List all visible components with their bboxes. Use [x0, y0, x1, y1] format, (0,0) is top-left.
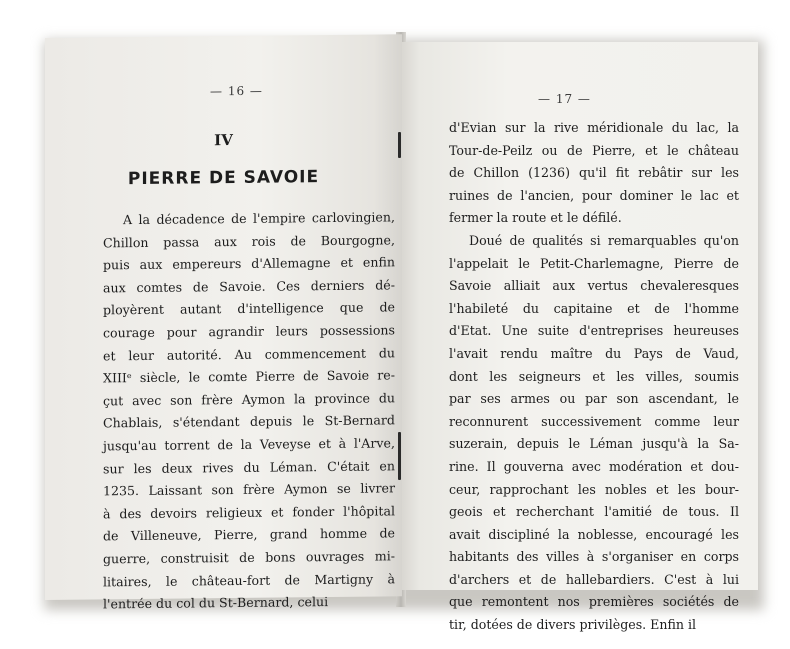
text-line: Doué de qualités si remarquables qu'on	[469, 232, 739, 248]
text-line: reconnurent successivement comme leur	[449, 413, 739, 429]
text-line: puis aux empereurs d'Allemagne et enfin	[103, 254, 395, 273]
text-line: d'Etat. Une suite d'entreprises heureuses	[449, 323, 739, 339]
text-line: par ses armes ou par son ascendant, le	[449, 391, 739, 407]
text-line: aux comtes de Savoie. Ces derniers dé-	[103, 277, 395, 296]
text-line: ruines de l'ancien, pour dominer le lac et	[449, 187, 739, 203]
text-line: Savoie alliait aux vertus chevaleresques	[449, 278, 739, 294]
text-line: tir, dotées de divers privilèges. Enfin il	[449, 617, 697, 633]
text-line: guerre, construisit de bons ouvrages mi-	[103, 548, 395, 567]
text-line: geois et recherchant l'amitié de tous. Il	[449, 504, 739, 520]
text-line: que remontent nos premières sociétés de	[449, 594, 739, 610]
text-line: l'entrée du col du St-Bernard, celui	[103, 594, 329, 612]
text-line: sur les deux rives du Léman. C'était en	[103, 457, 395, 476]
chapter-title: PIERRE DE SAVOIE	[127, 167, 320, 190]
text-line: de Chillon (1236) qu'il fit rebâtir sur les	[449, 165, 739, 181]
text-line: et leur autorité. Au commencement du	[103, 344, 395, 363]
text-line: ceur, rapprochant les nobles et les bour-	[449, 481, 739, 497]
text-line: courage pour agrandir leurs possessions	[103, 322, 395, 341]
left-page-number: — 16 —	[210, 83, 263, 99]
text-line: ployèrent autant d'intelligence que de	[103, 299, 395, 318]
text-line: fermer la route et le défilé.	[449, 210, 622, 226]
text-line: 1235. Laissant son frère Aymon se livrer	[103, 480, 395, 499]
text-line: d'archers et de hallebardiers. C'est à lui	[449, 571, 739, 587]
text-line: Chillon passa aux rois de Bourgogne,	[103, 231, 395, 250]
text-line: dont les seigneurs et les villes, soumis	[449, 368, 739, 384]
text-line: l'avait rendu maître du Pays de Vaud,	[449, 345, 739, 361]
text-line: de Villeneuve, Pierre, grand homme de	[103, 525, 395, 544]
text-line: à des devoirs religieux et fonder l'hôpital	[103, 503, 395, 522]
left-page	[45, 34, 402, 612]
text-line: avait discipliné la noblesse, encouragé les	[449, 526, 739, 542]
chapter-number: IV	[214, 131, 233, 150]
text-line: suzerain, depuis le Léman jusqu'à la Sa-	[449, 436, 739, 452]
text-line: Tour-de-Peilz ou de Pierre, et le château	[449, 142, 739, 158]
binding-stitch	[398, 432, 401, 480]
text-line: l'habileté du capitaine et de l'homme	[449, 300, 739, 316]
right-page-number: — 17 —	[538, 92, 591, 106]
text-line: habitants des villes à s'organiser en corps	[449, 549, 739, 565]
text-line: Chablais, s'étendant depuis le St-Bernard	[103, 412, 395, 431]
text-line: A la décadence de l'empire carlovingien,	[123, 209, 395, 228]
left-page-text	[103, 206, 395, 616]
right-page	[402, 42, 758, 633]
text-line: jusqu'au torrent de la Veveyse et à l'Arve,	[103, 435, 395, 454]
right-page-text	[449, 117, 739, 637]
binding-stitch	[398, 132, 401, 158]
text-line: çut avec son frère Aymon la province du	[103, 390, 395, 409]
text-line: l'appelait le Petit-Charlemagne, Pierre de	[449, 255, 739, 271]
text-line: d'Evian sur la rive méridionale du lac, la	[449, 120, 739, 135]
text-line: litaires, le château-fort de Martigny à	[103, 570, 395, 589]
text-line: rine. Il gouverna avec modération et dou-	[449, 458, 739, 474]
text-line: XIIIᵉ siècle, le comte Pierre de Savoie re-	[103, 367, 395, 386]
